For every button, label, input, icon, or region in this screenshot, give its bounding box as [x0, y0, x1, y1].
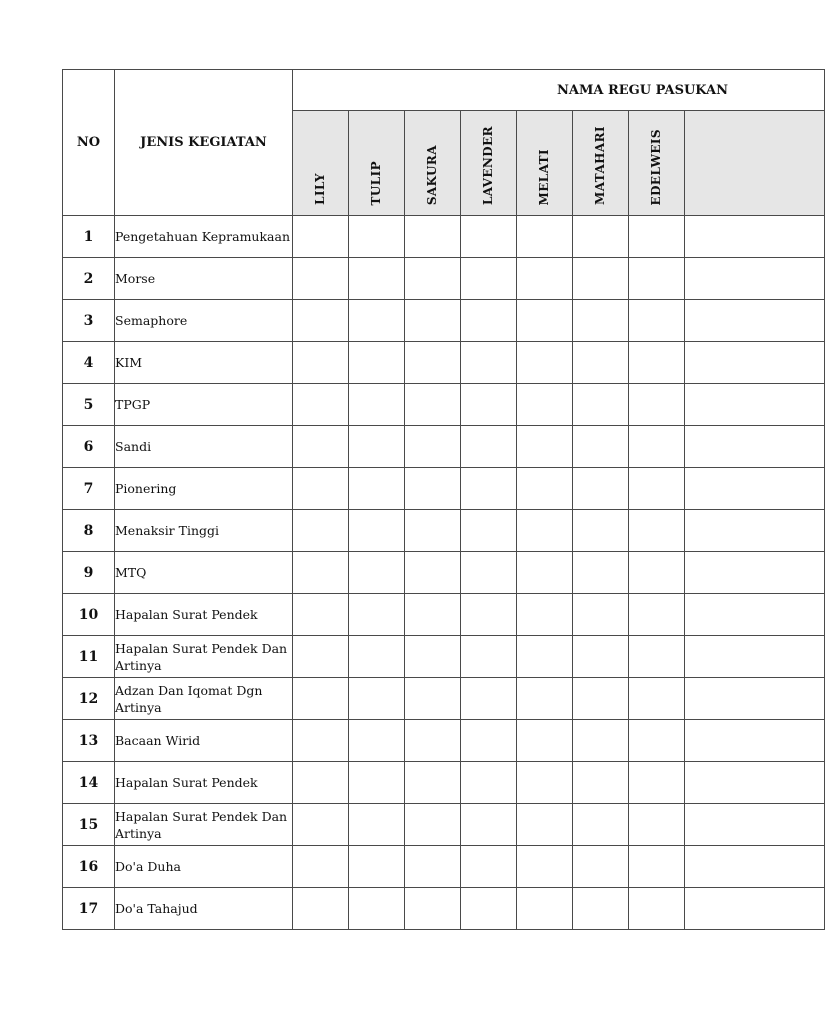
score-cell[interactable]	[349, 342, 405, 384]
score-cell[interactable]	[573, 888, 629, 930]
score-cell[interactable]	[405, 762, 461, 804]
score-cell[interactable]	[517, 258, 573, 300]
score-cell[interactable]	[573, 300, 629, 342]
row-number: 6	[63, 426, 115, 468]
score-cell[interactable]	[685, 258, 825, 300]
score-cell[interactable]	[573, 552, 629, 594]
score-cell[interactable]	[517, 888, 573, 930]
row-kegiatan: MTQ	[115, 552, 293, 594]
score-cell[interactable]	[349, 846, 405, 888]
score-cell[interactable]	[405, 804, 461, 846]
header-regu-3	[461, 111, 517, 216]
header-regu-extra	[685, 111, 825, 216]
score-cell[interactable]	[293, 804, 349, 846]
score-cell[interactable]	[573, 510, 629, 552]
score-cell[interactable]	[293, 678, 349, 720]
row-kegiatan: Menaksir Tinggi	[115, 510, 293, 552]
score-cell[interactable]	[293, 888, 349, 930]
score-cell[interactable]	[293, 552, 349, 594]
row-kegiatan: Hapalan Surat Pendek	[115, 762, 293, 804]
row-kegiatan: Sandi	[115, 426, 293, 468]
row-number: 1	[63, 216, 115, 258]
score-cell[interactable]	[461, 216, 517, 258]
score-cell[interactable]	[349, 426, 405, 468]
score-cell[interactable]	[573, 342, 629, 384]
score-cell[interactable]	[629, 846, 685, 888]
score-cell[interactable]	[461, 762, 517, 804]
score-cell[interactable]	[685, 342, 825, 384]
score-cell[interactable]	[685, 720, 825, 762]
score-cell[interactable]	[405, 552, 461, 594]
score-cell[interactable]	[405, 468, 461, 510]
score-cell[interactable]	[461, 300, 517, 342]
table-body	[63, 216, 825, 930]
header-no: NO	[63, 70, 115, 216]
score-cell[interactable]	[405, 426, 461, 468]
score-cell[interactable]	[629, 762, 685, 804]
score-cell[interactable]	[629, 426, 685, 468]
header-regu-4	[517, 111, 573, 216]
score-cell[interactable]	[349, 888, 405, 930]
row-kegiatan: Bacaan Wirid	[115, 720, 293, 762]
score-cell[interactable]	[349, 216, 405, 258]
row-number: 2	[63, 258, 115, 300]
header-nama-regu-pasukan: NAMA REGU PASUKAN	[293, 70, 825, 111]
score-cell[interactable]	[685, 384, 825, 426]
row-kegiatan: TPGP	[115, 384, 293, 426]
score-cell[interactable]	[517, 510, 573, 552]
score-cell[interactable]	[405, 258, 461, 300]
row-number: 4	[63, 342, 115, 384]
row-number: 3	[63, 300, 115, 342]
score-cell[interactable]	[349, 384, 405, 426]
score-cell[interactable]	[629, 888, 685, 930]
score-cell[interactable]	[629, 300, 685, 342]
score-cell[interactable]	[685, 678, 825, 720]
table-row	[63, 594, 825, 636]
score-cell[interactable]	[629, 594, 685, 636]
regu-label: EDELWEIS	[648, 128, 663, 205]
score-cell[interactable]	[629, 804, 685, 846]
score-cell[interactable]	[349, 804, 405, 846]
header-regu-6	[629, 111, 685, 216]
score-cell[interactable]	[685, 216, 825, 258]
score-cell[interactable]	[405, 510, 461, 552]
regu-label: SAKURA	[424, 144, 439, 205]
score-cell[interactable]	[461, 510, 517, 552]
score-cell[interactable]	[573, 720, 629, 762]
score-cell[interactable]	[461, 678, 517, 720]
row-number: 17	[63, 888, 115, 930]
row-kegiatan: Adzan Dan Iqomat Dgn Artinya	[115, 678, 293, 720]
score-cell[interactable]	[517, 426, 573, 468]
score-cell[interactable]	[349, 720, 405, 762]
score-cell[interactable]	[685, 594, 825, 636]
table-row	[63, 678, 825, 720]
score-cell[interactable]	[293, 384, 349, 426]
score-cell[interactable]	[405, 300, 461, 342]
table-row	[63, 216, 825, 258]
row-kegiatan: KIM	[115, 342, 293, 384]
score-cell[interactable]	[293, 342, 349, 384]
score-cell[interactable]	[685, 300, 825, 342]
table-row	[63, 510, 825, 552]
score-cell[interactable]	[293, 594, 349, 636]
score-cell[interactable]	[461, 636, 517, 678]
score-cell[interactable]	[629, 216, 685, 258]
regu-label: LAVENDER	[480, 125, 495, 205]
score-cell[interactable]	[405, 384, 461, 426]
row-kegiatan: Hapalan Surat Pendek	[115, 594, 293, 636]
score-cell[interactable]	[293, 258, 349, 300]
row-kegiatan: Pionering	[115, 468, 293, 510]
score-cell[interactable]	[293, 468, 349, 510]
score-cell[interactable]	[517, 384, 573, 426]
score-cell[interactable]	[461, 804, 517, 846]
score-cell[interactable]	[629, 636, 685, 678]
score-cell[interactable]	[629, 552, 685, 594]
row-number: 16	[63, 846, 115, 888]
score-cell[interactable]	[461, 384, 517, 426]
score-cell[interactable]	[685, 468, 825, 510]
row-kegiatan: Semaphore	[115, 300, 293, 342]
activity-score-table	[62, 69, 825, 930]
row-number: 12	[63, 678, 115, 720]
score-cell[interactable]	[629, 384, 685, 426]
score-cell[interactable]	[293, 846, 349, 888]
table-row	[63, 468, 825, 510]
score-cell[interactable]	[517, 720, 573, 762]
score-cell[interactable]	[349, 636, 405, 678]
score-cell[interactable]	[349, 300, 405, 342]
score-cell[interactable]	[461, 720, 517, 762]
row-number: 7	[63, 468, 115, 510]
row-kegiatan: Do'a Tahajud	[115, 888, 293, 930]
score-cell[interactable]	[405, 846, 461, 888]
table-row	[63, 636, 825, 678]
score-cell[interactable]	[573, 636, 629, 678]
table-row	[63, 426, 825, 468]
table-row	[63, 300, 825, 342]
score-cell[interactable]	[573, 384, 629, 426]
score-cell[interactable]	[517, 678, 573, 720]
score-cell[interactable]	[517, 300, 573, 342]
score-cell[interactable]	[405, 720, 461, 762]
score-cell[interactable]	[461, 468, 517, 510]
score-cell[interactable]	[685, 510, 825, 552]
table-row	[63, 846, 825, 888]
regu-label: TULIP	[368, 160, 383, 205]
score-cell[interactable]	[349, 678, 405, 720]
score-cell[interactable]	[573, 846, 629, 888]
score-cell[interactable]	[349, 510, 405, 552]
score-cell[interactable]	[517, 342, 573, 384]
row-number: 5	[63, 384, 115, 426]
score-cell[interactable]	[405, 342, 461, 384]
score-cell[interactable]	[685, 426, 825, 468]
score-cell[interactable]	[293, 300, 349, 342]
score-cell[interactable]	[293, 636, 349, 678]
score-cell[interactable]	[629, 258, 685, 300]
score-cell[interactable]	[517, 594, 573, 636]
row-kegiatan: Pengetahuan Kepramukaan	[115, 216, 293, 258]
regu-label: LILY	[312, 173, 327, 205]
score-cell[interactable]	[629, 468, 685, 510]
score-cell[interactable]	[629, 678, 685, 720]
table-viewport	[62, 69, 729, 926]
score-cell[interactable]	[349, 468, 405, 510]
score-cell[interactable]	[685, 888, 825, 930]
score-cell[interactable]	[349, 762, 405, 804]
score-cell[interactable]	[685, 636, 825, 678]
score-cell[interactable]	[293, 720, 349, 762]
table-row	[63, 384, 825, 426]
score-cell[interactable]	[461, 342, 517, 384]
score-cell[interactable]	[405, 678, 461, 720]
row-number: 15	[63, 804, 115, 846]
score-cell[interactable]	[517, 846, 573, 888]
row-number: 8	[63, 510, 115, 552]
table-row	[63, 888, 825, 930]
header-regu-5	[573, 111, 629, 216]
header-regu-2	[405, 111, 461, 216]
regu-label: MATAHARI	[592, 126, 607, 205]
score-cell[interactable]	[573, 468, 629, 510]
score-cell[interactable]	[629, 342, 685, 384]
table-row	[63, 762, 825, 804]
score-cell[interactable]	[685, 804, 825, 846]
row-number: 14	[63, 762, 115, 804]
score-cell[interactable]	[573, 594, 629, 636]
score-cell[interactable]	[629, 510, 685, 552]
score-cell[interactable]	[573, 678, 629, 720]
score-cell[interactable]	[461, 846, 517, 888]
score-cell[interactable]	[461, 426, 517, 468]
score-cell[interactable]	[405, 216, 461, 258]
score-cell[interactable]	[573, 216, 629, 258]
score-cell[interactable]	[293, 510, 349, 552]
score-cell[interactable]	[461, 552, 517, 594]
score-cell[interactable]	[461, 258, 517, 300]
score-cell[interactable]	[405, 888, 461, 930]
score-cell[interactable]	[573, 426, 629, 468]
score-cell[interactable]	[461, 888, 517, 930]
score-cell[interactable]	[685, 552, 825, 594]
score-cell[interactable]	[517, 468, 573, 510]
header-jenis-kegiatan: JENIS KEGIATAN	[115, 70, 293, 216]
row-kegiatan: Morse	[115, 258, 293, 300]
score-cell[interactable]	[405, 594, 461, 636]
row-kegiatan: Do'a Duha	[115, 846, 293, 888]
score-cell[interactable]	[685, 762, 825, 804]
header-regu-0	[293, 111, 349, 216]
score-cell[interactable]	[517, 804, 573, 846]
score-cell[interactable]	[573, 258, 629, 300]
score-cell[interactable]	[629, 720, 685, 762]
score-cell[interactable]	[517, 552, 573, 594]
score-cell[interactable]	[517, 216, 573, 258]
score-cell[interactable]	[293, 426, 349, 468]
row-kegiatan: Hapalan Surat Pendek Dan Artinya	[115, 636, 293, 678]
row-number: 11	[63, 636, 115, 678]
row-number: 9	[63, 552, 115, 594]
row-number: 10	[63, 594, 115, 636]
score-cell[interactable]	[293, 216, 349, 258]
score-cell[interactable]	[349, 258, 405, 300]
score-cell[interactable]	[517, 762, 573, 804]
score-cell[interactable]	[573, 762, 629, 804]
score-cell[interactable]	[517, 636, 573, 678]
score-cell[interactable]	[349, 594, 405, 636]
table-row	[63, 552, 825, 594]
row-kegiatan: Hapalan Surat Pendek Dan Artinya	[115, 804, 293, 846]
regu-label: MELATI	[536, 148, 551, 205]
header-regu-1	[349, 111, 405, 216]
table-row	[63, 720, 825, 762]
score-cell[interactable]	[349, 552, 405, 594]
score-cell[interactable]	[573, 804, 629, 846]
score-cell[interactable]	[685, 846, 825, 888]
score-cell[interactable]	[293, 762, 349, 804]
table-row	[63, 804, 825, 846]
row-number: 13	[63, 720, 115, 762]
score-cell[interactable]	[405, 636, 461, 678]
table-row	[63, 342, 825, 384]
score-cell[interactable]	[461, 594, 517, 636]
table-row	[63, 258, 825, 300]
